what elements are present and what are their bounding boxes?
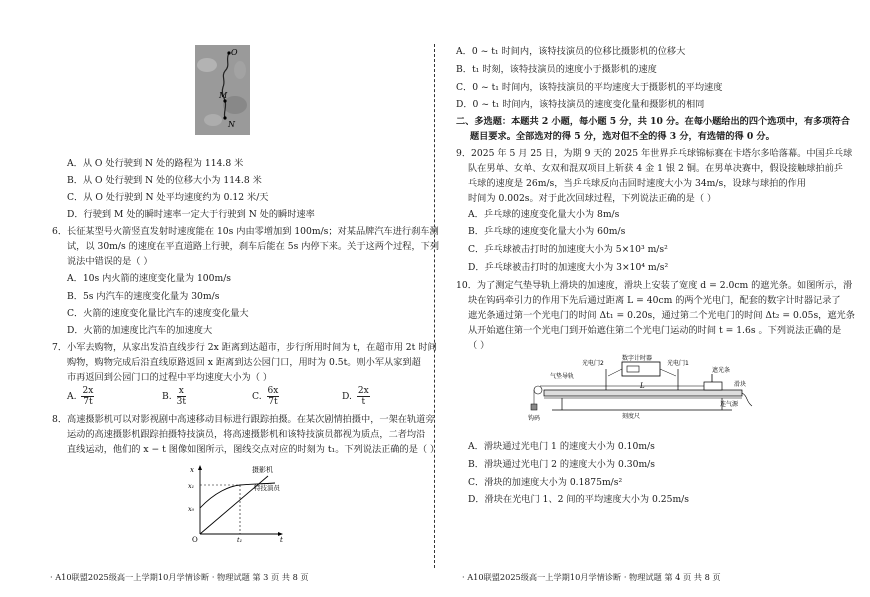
section-2-instructions: 题目要求。全部选对的得 5 分，选对但不全的得 3 分，有选错的得 0 分。	[470, 131, 775, 142]
section-2-heading: 二、多选题：本题共 2 小题，每小题 5 分，共 10 分。在每小题给出的四个选项中，有多项符合	[456, 116, 850, 127]
ruler-label: 刻度尺	[622, 413, 641, 420]
q6-stem-line: 6．长征某型号火箭竖直发射时速度能在 10s 内由零增加到 100m/s；对某品牌汽车进行刹车测	[52, 226, 439, 237]
column-divider	[434, 44, 435, 568]
q8-option-b: B．t₁ 时刻，该特技演员的速度小于摄影机的速度	[456, 64, 657, 75]
q9-option-d: D．乒乓球被击打时的加速度大小为 3×10⁴ m/s²	[468, 262, 669, 273]
q6-option-a: A．10s 内火箭的速度变化量为 100m/s	[67, 273, 232, 284]
q7-option-denominator: t	[361, 397, 366, 407]
q8-option-a: A．0 ~ t₁ 时间内，该特技演员的位移比摄影机的位移大	[456, 46, 686, 57]
graph-stunt-label: 特技演员	[254, 484, 280, 492]
gate1-label: 光电门1	[667, 360, 689, 367]
q7-option-b	[162, 386, 188, 407]
map-label-n: N	[228, 120, 235, 129]
q5-option-a: A．从 O 处行驶到 N 处的路程为 114.8 米	[67, 158, 244, 169]
slider-label: 滑块	[734, 381, 747, 388]
weight-label: 钩码	[528, 415, 541, 422]
q6-option-c: C．火箭的速度变化量比汽车的速度变化量大	[67, 308, 249, 319]
q7-stem-line: 购物，购物完成后沿直线原路返回 x 距离到达公园门口，用时为 0.5t。则小军从家到超	[67, 357, 421, 368]
q8-stem-line: 运动的高速摄影机跟踪拍摄特技演员，将高速摄影机和该特技演员都视为质点，二者均沿	[67, 429, 426, 440]
q9-stem-line: 时间为 0.002s。对于此次回球过程，下列说法正确的是（ ）	[468, 193, 717, 204]
q7-option-a	[67, 386, 96, 407]
timer-label: 数字计时器	[622, 355, 653, 362]
q9-option-b: B．乒乓球的速度变化量大小为 60m/s	[468, 226, 626, 237]
graph-x0-label: x₀	[188, 505, 195, 513]
graph-camera-label: 摄影机	[252, 466, 273, 474]
q7-option-numerator: 2x	[82, 386, 94, 396]
graph-axis-t-label: t	[280, 536, 283, 544]
q10-option-d: D．滑块在光电门 1、2 间的平均速度大小为 0.25m/s	[468, 494, 689, 505]
graph-x1-label: x₁	[188, 482, 195, 490]
q6-option-b: B．5s 内汽车的速度变化量为 30m/s	[67, 291, 220, 302]
q5-option-c: C．从 O 处行驶到 N 处平均速度约为 0.12 米/天	[67, 192, 269, 203]
air-track-label: 气垫导轨	[550, 373, 575, 380]
q7-option-denominator: 3t	[176, 397, 186, 407]
q9-stem-line: 乓球的速度是 26m/s，当乒乓球反向击回时速度大小为 34m/s，设球与球拍的作用	[468, 178, 806, 189]
q10-stem-line: 从开始遮住第一个光电门到开始遮住第二个光电门运动的时间 t = 1.6s 。下列说法正确的是	[468, 325, 842, 336]
q10-stem-line: （ ）	[468, 340, 490, 351]
rover-path-photo	[195, 45, 250, 135]
q8-xt-graph	[180, 462, 290, 544]
graph-t1-label: t₁	[237, 536, 243, 544]
map-label-o: O	[231, 48, 238, 57]
q7-option-numerator: 6x	[267, 386, 279, 396]
q7-option-denominator: 7t	[83, 397, 93, 407]
q10-option-b: B．滑块通过光电门 2 的速度大小为 0.30m/s	[468, 459, 655, 470]
distance-l-label: L	[640, 382, 645, 390]
q5-option-b: B．从 O 处行驶到 N 处的位移大小为 114.8 米	[67, 175, 262, 186]
q10-option-c: C．滑块的加速度大小为 0.1875m/s²	[468, 477, 623, 488]
q6-stem-line: 说法中错误的是（ ）	[67, 256, 153, 267]
q8-stem-line: 直线运动，他们的 x − t 图像如图所示，图线交点对应的时刻为 t₁。下列说法正确的是（ ）	[67, 444, 440, 455]
q9-option-a: A．乒乓球的速度变化量大小为 8m/s	[468, 209, 620, 220]
page-footer-right: · A10联盟2025级高一上学期10月学情诊断 · 物理试题 第 4 页 共 8 页	[462, 572, 721, 582]
gate2-label: 光电门2	[582, 360, 604, 367]
graph-origin-label: O	[192, 536, 198, 544]
q7-option-numerator: x	[177, 386, 186, 397]
q9-stem-line: 9．2025 年 5 月 25 日，为期 9 天的 2025 年世界乒乓球锦标赛在卡塔尔多哈落幕。中国乒乓球	[456, 148, 853, 159]
q7-stem-line: 7．小军去购物，从家出发沿直线步行 2x 距离到达超市，步行所用时间为 t，在超市用 2t 时间	[52, 342, 437, 353]
q7-stem-line: 市再返回到公园门口的过程中平均速度大小为（ ）	[67, 372, 273, 383]
q8-option-d: D．0 ~ t₁ 时间内，该特技演员的速度变化量和摄影机的相同	[456, 99, 705, 110]
q7-option-c	[252, 386, 281, 407]
q8-option-c: C．0 ~ t₁ 时间内，该特技演员的平均速度大于摄影机的平均速度	[456, 82, 723, 93]
q10-stem-line: 块在钩码牵引力的作用下先后通过距离 L = 40cm 的两个光电门，配套的数字计时器记录了	[468, 295, 841, 306]
map-label-m: M	[219, 91, 228, 100]
page-footer-left: · A10联盟2025级高一上学期10月学情诊断 · 物理试题 第 3 页 共 8 页	[50, 572, 309, 582]
q7-option-numerator: 2x	[357, 386, 369, 396]
q7-option-label: A.	[67, 391, 77, 402]
q7-option-label: C.	[252, 391, 262, 402]
q10-stem-line: 遮光条通过第一个光电门的时间 Δt₁ = 0.20s，通过第二个光电门的时间 Δt₂ = 0.05s，遮光条	[468, 310, 855, 321]
q9-stem-line: 队在男单、女单、女双和混双项目上斩获 4 金 1 银 2 铜。在男单决赛中，假设接触球拍前乒	[468, 163, 843, 174]
q10-stem-line: 10．为了测定气垫导轨上滑块的加速度，滑块上安装了宽度 d = 2.0cm 的遮光条。如图所示，滑	[456, 280, 853, 291]
q7-option-label: B.	[162, 391, 172, 402]
shutter-label: 遮光条	[712, 367, 731, 374]
q7-option-label: D.	[342, 391, 352, 402]
q7-option-d	[342, 386, 372, 407]
q9-option-c: C．乒乓球被击打时的加速度大小为 5×10³ m/s²	[468, 244, 668, 255]
q5-option-d: D．行驶到 M 处的瞬时速率一定大于行驶到 N 处的瞬时速率	[67, 209, 315, 220]
q10-air-track-figure	[522, 352, 762, 430]
q6-option-d: D．火箭的加速度比汽车的加速度大	[67, 325, 213, 336]
q10-option-a: A．滑块通过光电门 1 的速度大小为 0.10m/s	[468, 441, 655, 452]
q7-option-denominator: 7t	[268, 397, 278, 407]
q6-stem-line: 试，以 30m/s 的速度在平直道路上行驶，刹车后能在 5s 内停下来。关于这两个过程，下列	[67, 241, 440, 252]
graph-axis-x-label: x	[190, 466, 194, 474]
air-source-label: 连气源	[720, 401, 739, 408]
q8-stem-line: 8．高速摄影机可以对影视剧中高速移动目标进行跟踪拍摄。在某次剧情拍摄中，一架在轨道旁	[52, 414, 435, 425]
